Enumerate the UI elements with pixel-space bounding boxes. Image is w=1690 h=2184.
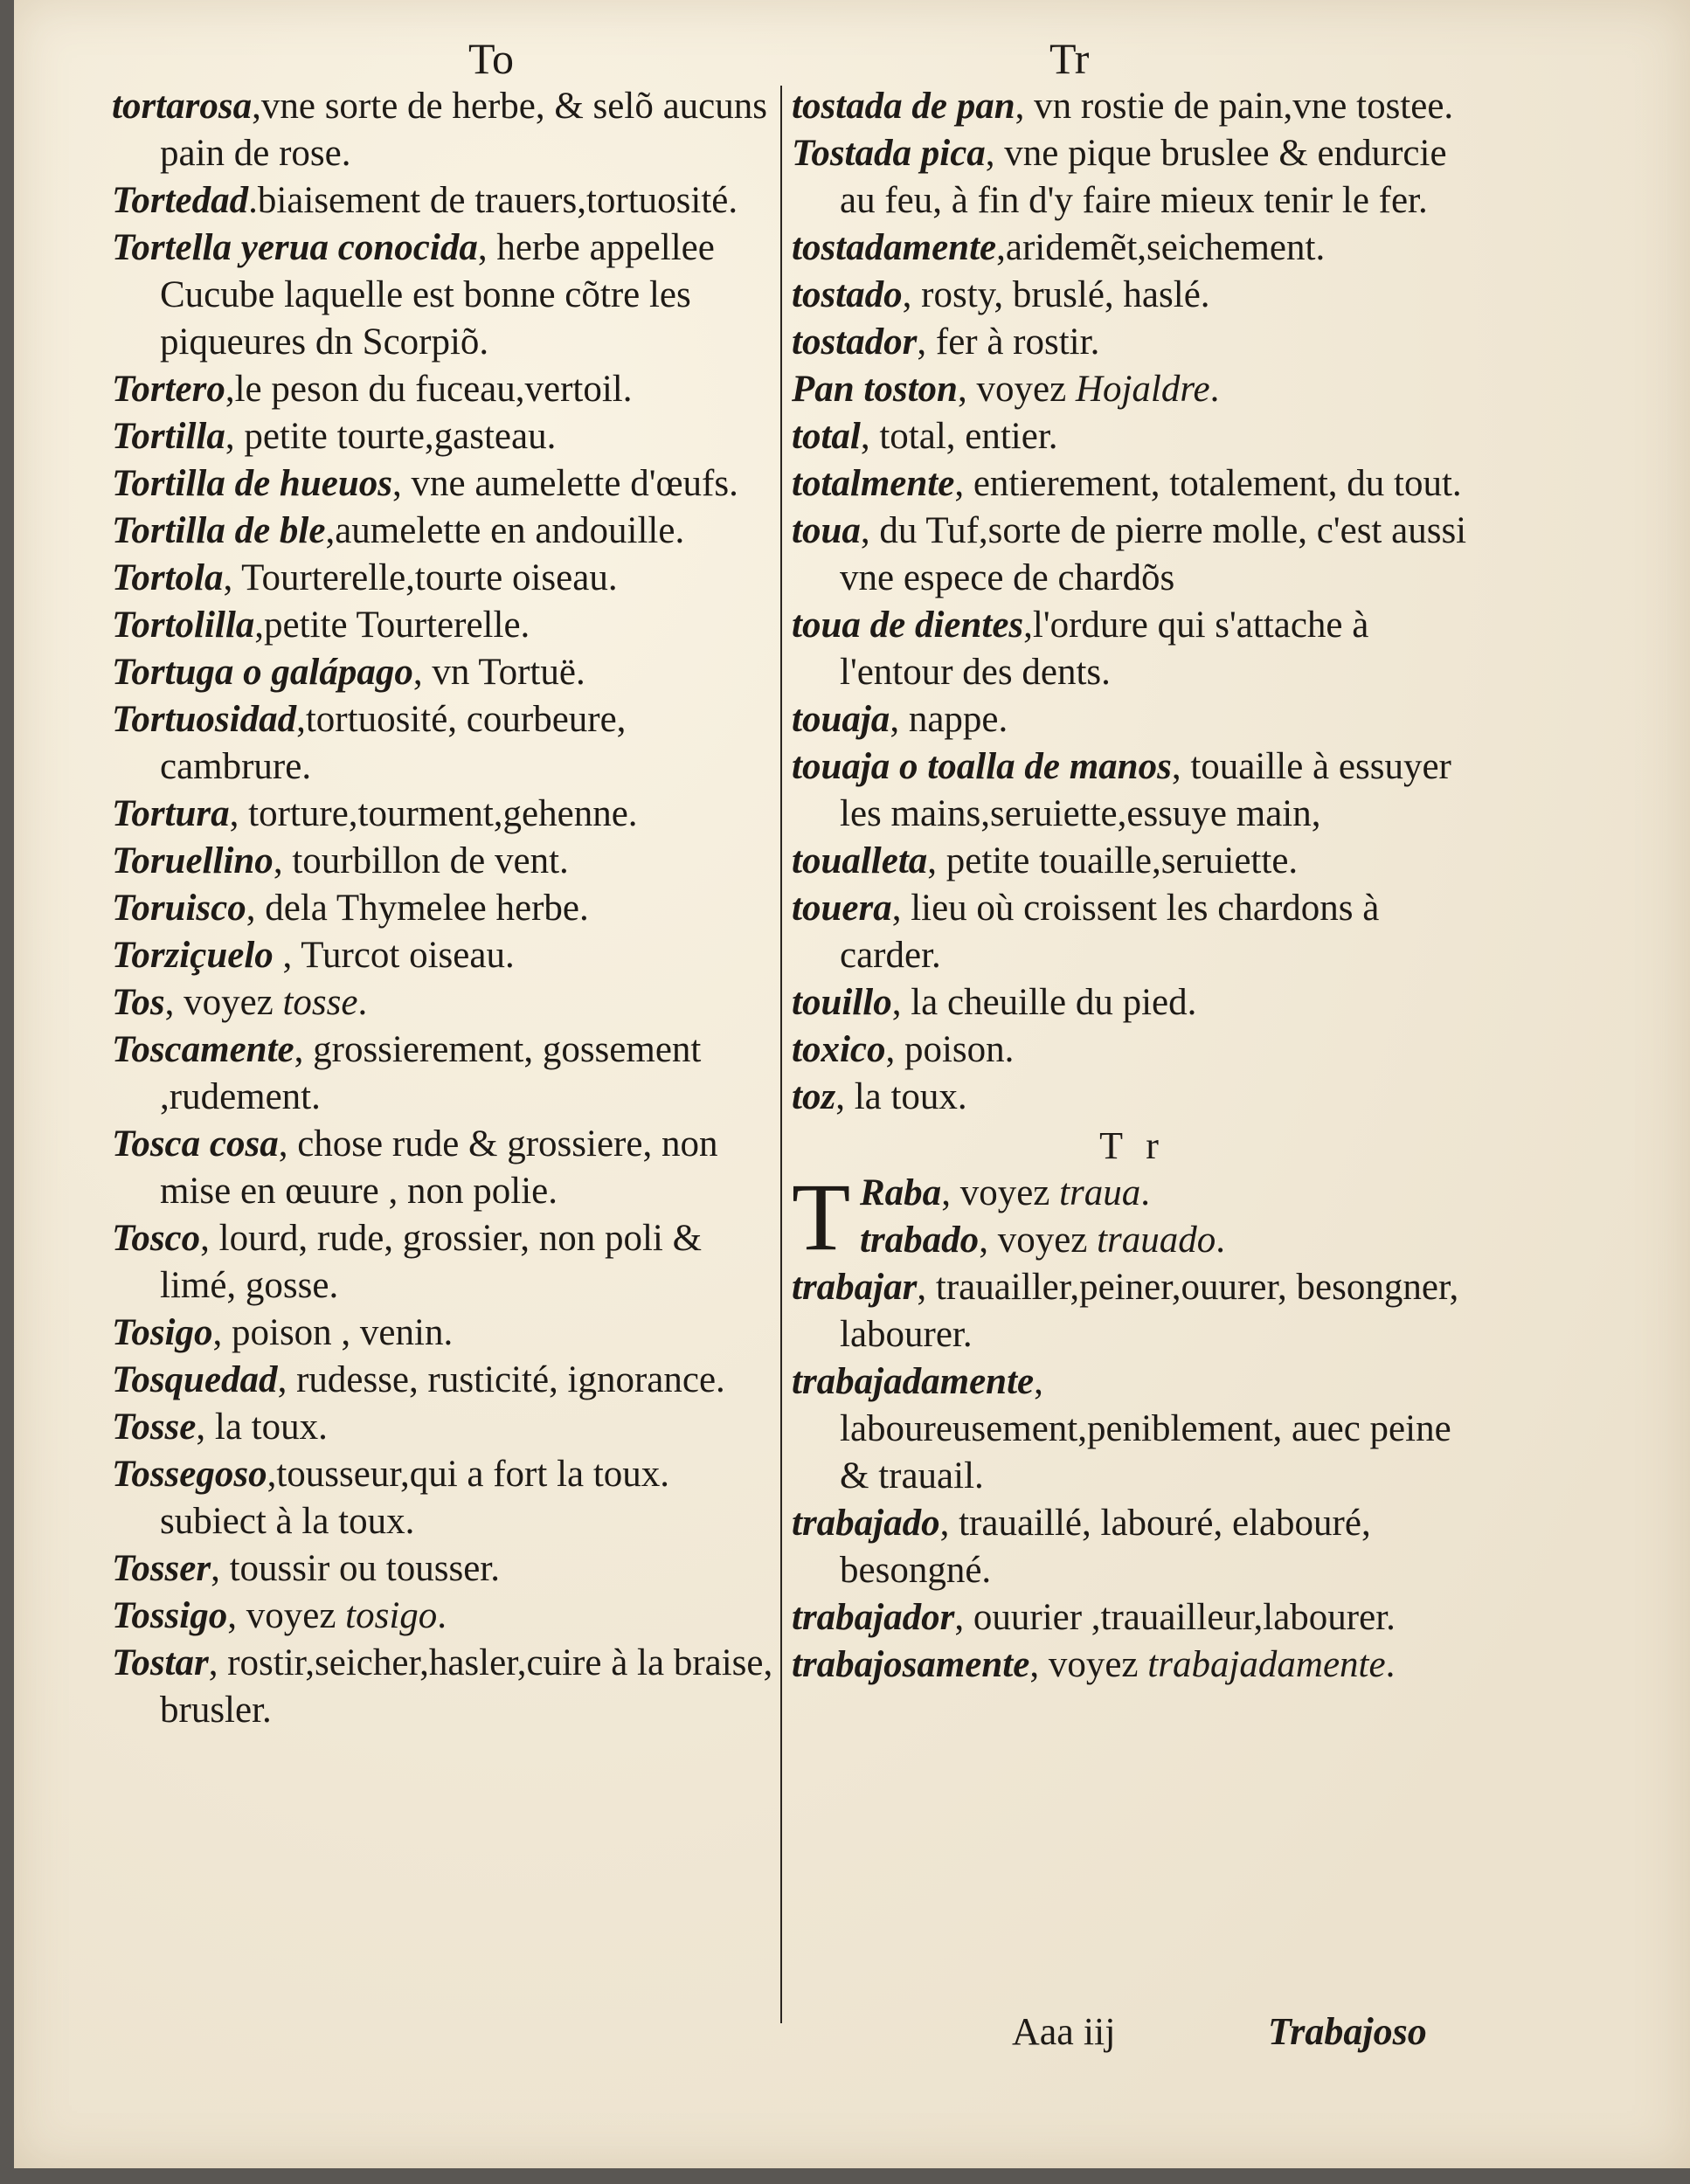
definition: ,tousseur,qui a fort la toux. subiect à la toux.: [160, 1454, 670, 1542]
dictionary-entry: [112, 1310, 776, 1357]
catchword: Trabajoso: [1268, 2010, 1427, 2053]
entry-tail: .: [357, 982, 368, 1023]
definition: , grossierement, gossement ,rudement.: [160, 1029, 702, 1117]
running-head-right: Tr: [1049, 34, 1090, 83]
dictionary-entry: [112, 1593, 776, 1640]
headword: toualleta: [792, 840, 928, 881]
headword: trabajosamente: [792, 1644, 1030, 1685]
dropcap-entry: T Raba, voyez traua. trabado, voyez trauado.: [792, 1164, 1226, 1270]
definition: , vn Tortuë.: [412, 652, 585, 693]
definition: .biaisement de trauers,tortuosité.: [248, 180, 738, 221]
headword: toua: [792, 510, 861, 551]
dictionary-entry: [112, 1404, 776, 1451]
dictionary-entry: [112, 1357, 776, 1404]
definition: , trauailler,peiner,ouurer, besongner, labourer.: [840, 1267, 1459, 1355]
running-head-left: To: [468, 34, 515, 83]
left-column: [112, 83, 776, 1734]
headword: touera: [792, 888, 892, 929]
definition: , petite tourte,gasteau.: [225, 416, 557, 457]
headword: Tortella yerua conocida: [112, 227, 478, 268]
headword: trabajadamente: [792, 1361, 1035, 1402]
headword: Tortedad: [112, 180, 249, 221]
headword: Tostada pica: [792, 133, 986, 174]
definition: , voyez: [979, 1220, 1098, 1261]
dictionary-entry: [792, 602, 1473, 696]
definition: , ouurier ,trauailleur,labourer.: [954, 1597, 1396, 1638]
column-divider: [780, 86, 782, 2023]
dictionary-entry: [112, 366, 776, 413]
definition: ,petite Tourterelle.: [254, 605, 530, 646]
definition: ,aumelette en andouille.: [325, 510, 685, 551]
dictionary-entry: [792, 1264, 1473, 1358]
cross-reference: trabajadamente: [1147, 1644, 1386, 1685]
dictionary-entry: [112, 1451, 776, 1545]
definition: , Tourterelle,tourte oiseau.: [223, 557, 618, 598]
definition: ,tortuosité, courbeure, cambrure.: [160, 699, 627, 787]
headword: Tosse: [112, 1406, 197, 1448]
headword: tostadamente: [792, 227, 997, 268]
headword: Raba: [860, 1172, 942, 1213]
definition: , lieu où croissent les chardons à carder.: [840, 888, 1380, 976]
entry-tail: .: [1209, 369, 1220, 410]
dictionary-entry: [792, 319, 1473, 366]
dictionary-entry: [792, 885, 1473, 979]
dictionary-entry: [112, 83, 776, 177]
definition: , du Tuf,sorte de pierre molle, c'est aussi vne espece de chardõs: [840, 510, 1467, 598]
headword: Toruisco: [112, 888, 246, 929]
headword: touaja o toalla de manos: [792, 746, 1172, 787]
headword: Tosser: [112, 1548, 211, 1589]
headword: totalmente: [792, 463, 955, 504]
section-heading: T r: [1099, 1124, 1166, 1167]
dictionary-entry: [792, 1641, 1473, 1689]
definition: , entierement, totalement, du tout.: [954, 463, 1462, 504]
dictionary-entry: [792, 1358, 1473, 1500]
headword: tostador: [792, 321, 918, 363]
definition: , voyez: [227, 1595, 346, 1636]
dictionary-entry: [792, 460, 1473, 508]
dictionary-entry: [112, 932, 776, 979]
dictionary-entry: [792, 83, 1473, 130]
definition: , laboureusement,peniblement, auec peine & trauail.: [840, 1361, 1451, 1496]
definition: , touaille à essuyer les mains,seruiette,essuye main,: [840, 746, 1451, 834]
headword: Tortero: [112, 369, 225, 410]
headword: Tortuga o galápago: [112, 652, 413, 693]
headword: trabajar: [792, 1267, 918, 1308]
dictionary-entry: [792, 272, 1473, 319]
headword: Tossigo: [112, 1595, 228, 1636]
dictionary-entry: [112, 1121, 776, 1215]
headword: trabado: [860, 1220, 980, 1261]
entry-tail: .: [437, 1595, 447, 1636]
definition: ,le peson du fuceau,vertoil.: [225, 369, 633, 410]
dictionary-entry: [792, 1026, 1473, 1074]
headword: total: [792, 416, 861, 457]
definition: , voyez: [941, 1172, 1060, 1213]
headword: touillo: [792, 982, 892, 1023]
right-column: [792, 83, 1473, 1689]
cross-reference: traua: [1059, 1172, 1141, 1213]
dictionary-entry: [792, 696, 1473, 743]
dictionary-entry: [112, 791, 776, 838]
cross-reference: tosse: [282, 982, 358, 1023]
headword: Tostar: [112, 1642, 209, 1683]
definition: , voyez: [1029, 1644, 1148, 1685]
dictionary-entry: [792, 979, 1473, 1026]
headword: touaja: [792, 699, 890, 740]
headword: tostada de pan: [792, 86, 1015, 127]
dictionary-entry: [112, 460, 776, 508]
dictionary-entry: [792, 413, 1473, 460]
headword: Tortilla: [112, 416, 225, 457]
headword: Torziçuelo: [112, 935, 274, 976]
cross-reference: tosigo: [345, 1595, 438, 1636]
dictionary-entry: [792, 225, 1473, 272]
definition: , total, entier.: [860, 416, 1058, 457]
definition: , vn rostie de pain,vne tostee.: [1015, 86, 1454, 127]
headword: Tosca cosa: [112, 1123, 279, 1165]
definition: ,aridemẽt,seichement.: [996, 227, 1326, 268]
definition: , herbe appellee Cucube laquelle est bonne cõtre les piqueures dn Scorpiõ.: [160, 227, 715, 363]
headword: Tos: [112, 982, 165, 1023]
definition: , vne aumelette d'œufs.: [392, 463, 738, 504]
headword: toz: [792, 1076, 836, 1117]
headword: Tortura: [112, 793, 230, 834]
cross-reference: trauado: [1097, 1220, 1216, 1261]
definition: , nappe.: [890, 699, 1008, 740]
dictionary-entry: [792, 508, 1473, 602]
dropcap-letter: T: [792, 1164, 851, 1270]
dictionary-entry: [792, 1500, 1473, 1594]
definition: , la toux.: [196, 1406, 328, 1448]
headword: Pan toston: [792, 369, 958, 410]
definition: , lourd, rude, grossier, non poli & limé, gosse.: [160, 1218, 703, 1306]
dictionary-entry: [112, 979, 776, 1026]
definition: , poison.: [885, 1029, 1015, 1070]
headword: Tortolilla: [112, 605, 255, 646]
definition: , rosty, bruslé, haslé.: [902, 274, 1210, 315]
dictionary-entry: [112, 885, 776, 932]
signature-mark: Aaa iij: [1012, 2010, 1116, 2053]
dictionary-entry: [112, 696, 776, 791]
headword: trabajado: [792, 1503, 940, 1544]
headword: tortarosa: [112, 86, 253, 127]
headword: Tortola: [112, 557, 224, 598]
dictionary-entry: [792, 1074, 1473, 1121]
headword: Tortilla de ble: [112, 510, 326, 551]
dictionary-entry: [792, 743, 1473, 838]
definition: , la cheuille du pied.: [891, 982, 1197, 1023]
headword: Tortuosidad: [112, 699, 297, 740]
definition: , tourbillon de vent.: [273, 840, 569, 881]
headword: toxico: [792, 1029, 886, 1070]
headword: Toruellino: [112, 840, 274, 881]
definition: ,vne sorte de herbe, & selõ aucuns pain de rose.: [160, 86, 767, 174]
definition: , la toux.: [835, 1076, 967, 1117]
headword: Tosigo: [112, 1312, 213, 1353]
definition: , chose rude & grossiere, non mise en œuure , non polie.: [160, 1123, 718, 1212]
dictionary-entry: [792, 838, 1473, 885]
definition: , Turcot oiseau.: [273, 935, 515, 976]
definition: , rudesse, rusticité, ignorance.: [277, 1359, 725, 1400]
headword: Tosco: [112, 1218, 201, 1259]
headword: trabajador: [792, 1597, 955, 1638]
definition: , fer à rostir.: [917, 321, 1100, 363]
definition: ,l'ordure qui s'attache à l'entour des dents.: [840, 605, 1369, 693]
dictionary-entry: [112, 508, 776, 555]
headword: Tossegoso: [112, 1454, 267, 1495]
headword: tostado: [792, 274, 903, 315]
dictionary-entry: [792, 366, 1473, 413]
definition: , toussir ou tousser.: [211, 1548, 500, 1589]
headword: toua de dientes: [792, 605, 1024, 646]
dictionary-entry: [112, 413, 776, 460]
dictionary-entry: [112, 1545, 776, 1593]
dictionary-entry: [112, 602, 776, 649]
definition: , voyez: [164, 982, 283, 1023]
headword: Tortilla de hueuos: [112, 463, 392, 504]
dictionary-entry: [792, 1594, 1473, 1641]
entry-tail: .: [1385, 1644, 1396, 1685]
dictionary-entry: [112, 1640, 776, 1734]
definition: , torture,tourment,gehenne.: [229, 793, 638, 834]
dictionary-entry: [112, 1026, 776, 1121]
book-page: [14, 0, 1690, 2168]
headword: Toscamente: [112, 1029, 294, 1070]
definition: , dela Thymelee herbe.: [246, 888, 589, 929]
dictionary-entry: [112, 649, 776, 696]
dictionary-entry: [792, 130, 1473, 225]
dictionary-entry: [112, 225, 776, 366]
definition: , petite touaille,seruiette.: [927, 840, 1299, 881]
dictionary-entry: [112, 1215, 776, 1310]
definition: , poison , venin.: [212, 1312, 454, 1353]
cross-reference: Hojaldre: [1075, 369, 1210, 410]
dictionary-entry: [112, 838, 776, 885]
definition: , vne pique bruslee & endurcie au feu, à fin d'y faire mieux tenir le fer.: [840, 133, 1447, 221]
dictionary-entry: [112, 177, 776, 225]
headword: Tosquedad: [112, 1359, 278, 1400]
definition: , trauaillé, labouré, elabouré, besongné.: [840, 1503, 1371, 1591]
definition: , voyez: [957, 369, 1076, 410]
dictionary-entry: [112, 555, 776, 602]
definition: , rostir,seicher,hasler,cuire à la braise, brusler.: [160, 1642, 773, 1731]
